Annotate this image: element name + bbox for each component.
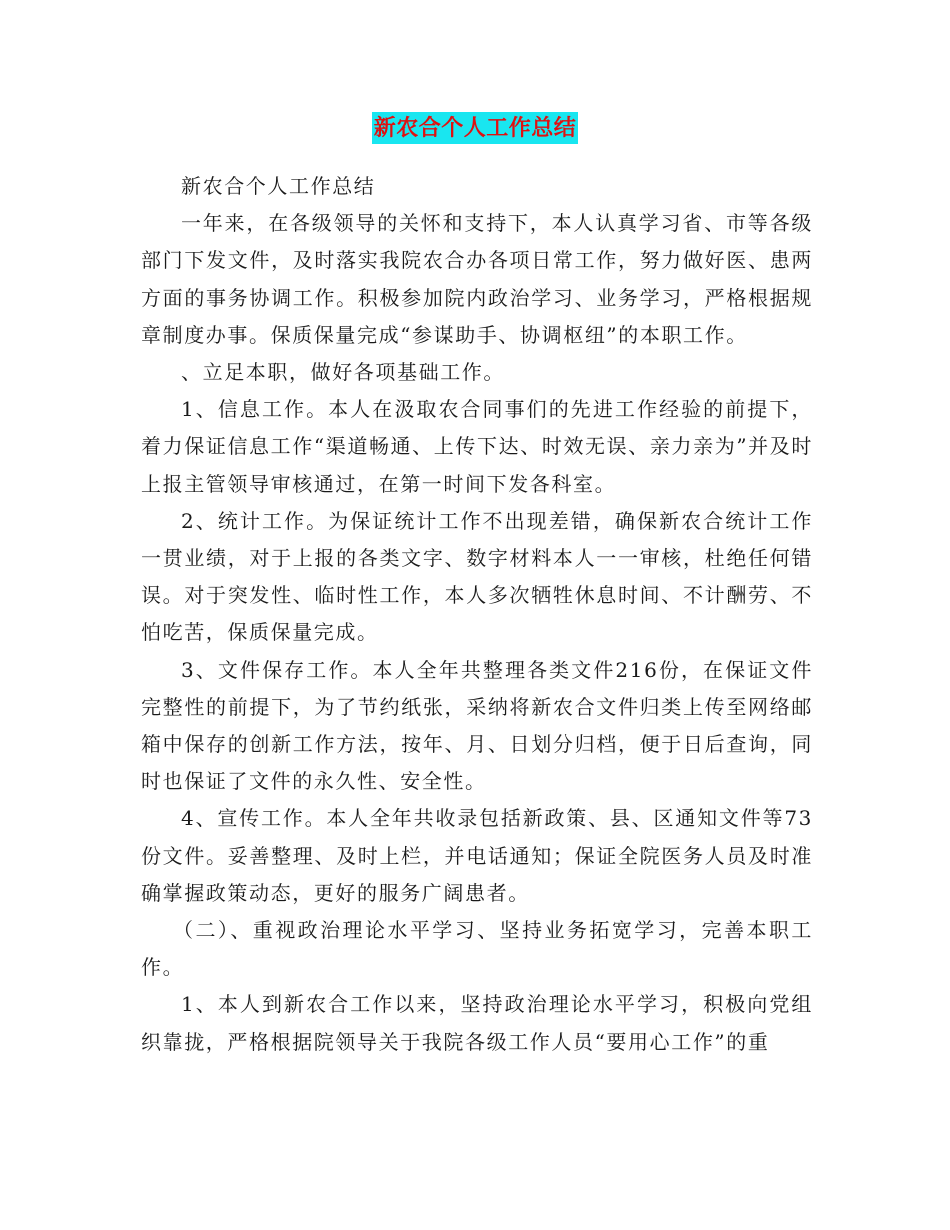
paragraph-item-political-study: 1、本人到新农合工作以来，坚持政治理论水平学习，积极向党组织靠拢，严格根据院领导关于我院各级工作人员“要用心工作”的重 xyxy=(141,992,813,1054)
paragraph-subtitle: 新农合个人工作总结 xyxy=(181,174,376,198)
document-title: 新农合个人工作总结 xyxy=(372,112,579,144)
paragraph-item-publicity: 4、宣传工作。本人全年共收录包括新政策、县、区通知文件等73份文件。妥善整理、及时上栏，并电话通知；保证全院医务人员及时准确掌握政策动态，更好的服务广阔患者。 xyxy=(141,806,813,905)
title-container xyxy=(0,112,950,144)
paragraph-section-two-heading: （二）、重视政治理论水平学习、坚持业务拓宽学习，完善本职工作。 xyxy=(141,918,813,980)
paragraph-item-file-storage: 3、文件保存工作。本人全年共整理各类文件216份，在保证文件完整性的前提下，为了节约纸张，采纳将新农合文件归类上传至网络邮箱中保存的创新工作方法，按年、月、日划分归档，便于日后查询，同时也保证了文件的永久性、安全性。 xyxy=(141,657,813,794)
paragraph-intro: 一年来，在各级领导的关怀和支持下，本人认真学习省、市等各级部门下发文件，及时落实我院农合办各项日常工作，努力做好医、患两方面的事务协调工作。积极参加院内政治学习、业务学习，严格根据规章制度办事。保质保量完成“参谋助手、协调枢纽”的本职工作。 xyxy=(141,211,813,347)
document-body xyxy=(141,168,813,1061)
paragraph-section-one-heading: 、立足本职，做好各项基础工作。 xyxy=(181,360,505,385)
paragraph-item-statistics: 2、统计工作。为保证统计工作不出现差错，确保新农合统计工作一贯业绩，对于上报的各类文字、数字材料本人一一审核，杜绝任何错误。对于突发性、临时性工作，本人多次牺牲休息时间、不计酬劳、不怕吃苦，保质保量完成。 xyxy=(141,508,813,645)
paragraph-item-information: 1、信息工作。本人在汲取农合同事们的先进工作经验的前提下，着力保证信息工作“渠道畅通、上传下达、时效无误、亲力亲为”并及时上报主管领导审核通过，在第一时间下发各科室。 xyxy=(141,397,813,496)
